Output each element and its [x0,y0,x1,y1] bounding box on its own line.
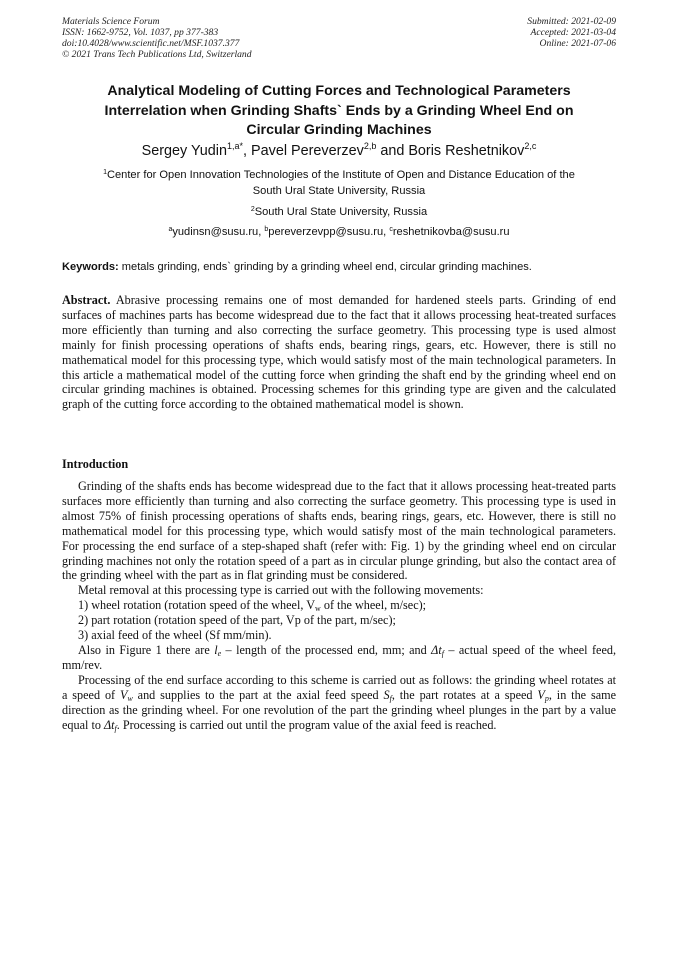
subscript: e [217,648,222,658]
subscript: f [389,693,392,703]
online-date: Online: 2021-07-06 [539,38,616,49]
author-affil-marker: 2,b [363,141,377,151]
abstract-text: Abrasive processing remains one of most demanded for hardened steels parts. Grinding of end surfaces of machines parts has become widespread due to the fact that it allows processing heat-treated surfaces more efficiently than turning and also correcting the surface geometry. This processing type is used almost mainly for finish processing operations of shafts ends, bearing rings, gears, etc. However, there is still no mathematical model for this processing type, which would satisfy most of the main technological parameters. In this article a mathematical model of the cutting force when grinding the shaft end by the grinding wheel end on circular grinding machines is obtained. Processing schemes for this grinding type are given and the calculated graph of the cutting force according to the obtained mathematical model is shown. [62,293,616,412]
doi-line[interactable]: doi:10.4028/www.scientific.net/MSF.1037.377 [62,38,240,49]
subscript: f [441,648,444,658]
abstract-label: Abstract. [62,293,111,307]
title-line: Analytical Modeling of Cutting Forces and Technological Parameters [107,83,571,99]
text-run: , in the same direction as the grinding wheel. For one revolution of the part the grinding wheel plunges in the part by a value equal to [62,687,617,732]
email-link[interactable]: yudinsn@susu.ru, [172,226,265,238]
math-symbol: Δt [103,717,115,732]
title-line: Circular Grinding Machines [246,122,432,138]
paragraph [62,643,616,673]
affil-text: Center for Open Innovation Technologies of the Institute of Open and Distance Education of the [107,169,575,181]
subscript: p [544,693,549,703]
paragraph: Metal removal at this processing type is carried out with the following movements: [78,583,484,598]
accepted-date: Accepted: 2021-03-04 [530,27,616,38]
author-name: Sergey Yudin [141,143,228,159]
text-run: – length of the processed end, mm; and [221,642,432,657]
keywords-text: metals grinding, ends` grinding by a grinding wheel end, circular grinding machines. [118,261,532,273]
author-list [62,142,616,160]
affil-marker: 2 [250,206,255,213]
journal-header-right [527,16,616,49]
paper-title [62,82,616,141]
list-item: 2) part rotation (rotation speed of the part, Vp of the part, m/sec); [78,613,396,628]
keywords [62,259,616,275]
submitted-date: Submitted: 2021-02-09 [527,16,616,27]
text-run: Processing of the end surface according to this scheme is carried out as follows: the grinding wheel rotates at a speed of [62,672,616,702]
abstract [62,293,616,412]
paragraph [62,673,616,733]
list-item: 3) axial feed of the wheel (Sf mm/min). [78,628,272,643]
title-line: Interrelation when Grinding Shafts` Ends by a Grinding Wheel End on [104,102,574,119]
text-run: Also in Figure 1 there are [78,642,215,657]
math-symbol: V [119,687,128,702]
affil-text: South Ural State University, Russia [252,185,426,197]
affil-text: South Ural State University, Russia [254,206,428,218]
affil-marker: 1 [103,169,107,176]
text-run: – actual speed of the wheel feed, mm/rev. [62,642,616,672]
math-symbol: V [537,687,545,702]
journal-name: Materials Science Forum [62,16,160,27]
list-item-text: of the wheel, m/sec); [320,598,427,613]
email-link[interactable]: pereverzevpp@susu.ru, [268,226,390,238]
copyright-line: © 2021 Trans Tech Publications Ltd, Switzerland [62,49,252,60]
email-marker: c [389,226,393,233]
subscript: f [114,723,117,733]
email-marker: a [168,226,173,233]
author-affil-marker: 1,a* [227,141,244,151]
issn-line: ISSN: 1662-9752, Vol. 1037, pp 377-383 [62,27,219,38]
math-symbol: Δt [431,642,442,657]
paragraph: Grinding of the shafts ends has become widespread due to the fact that it allows processing heat-treated parts surfaces more efficiently than turning and also correcting the surface geometry. This processing type is used in almost 75% of finish processing operations of shafts ends, bearing rings, gears, etc. However, there is still no mathematical model for this processing type, which would satisfy most of the main technological parameters. For processing the end surface of a step-shaped shaft (refer with: Fig. 1) by the grinding wheel end on circular grinding machines not only the rotation speed of a part as in circular plunge grinding, but also the contact area of the grinding wheel with the part as in flat grinding must be considered. [62,479,616,583]
math-symbol: l [214,642,218,657]
author-affil-marker: 2,c [524,141,537,151]
subscript: w [127,693,133,703]
author-name: , Pavel Pereverzev [243,143,364,159]
email-marker: b [264,226,269,233]
text-run: , the part rotates at a speed [391,687,538,702]
list-item-text: 1) wheel rotation (rotation speed of the wheel, V [78,598,316,613]
journal-header-left [62,16,252,60]
text-run: . Processing is carried out until the program value of the axial feed is reached. [116,717,497,732]
keywords-label: Keywords: [62,261,119,273]
email-list [62,224,616,240]
math-symbol: S [383,687,390,702]
list-item [62,598,616,613]
text-run: and supplies to the part at the axial feed speed [132,687,384,702]
subscript: w [315,604,321,614]
section-heading-introduction: Introduction [62,457,129,471]
introduction-body [62,479,616,732]
email-link[interactable]: reshetnikovba@susu.ru [392,226,510,238]
affiliation-2 [62,204,616,220]
author-name: and Boris Reshetnikov [376,143,525,159]
affiliation-1 [62,167,616,199]
